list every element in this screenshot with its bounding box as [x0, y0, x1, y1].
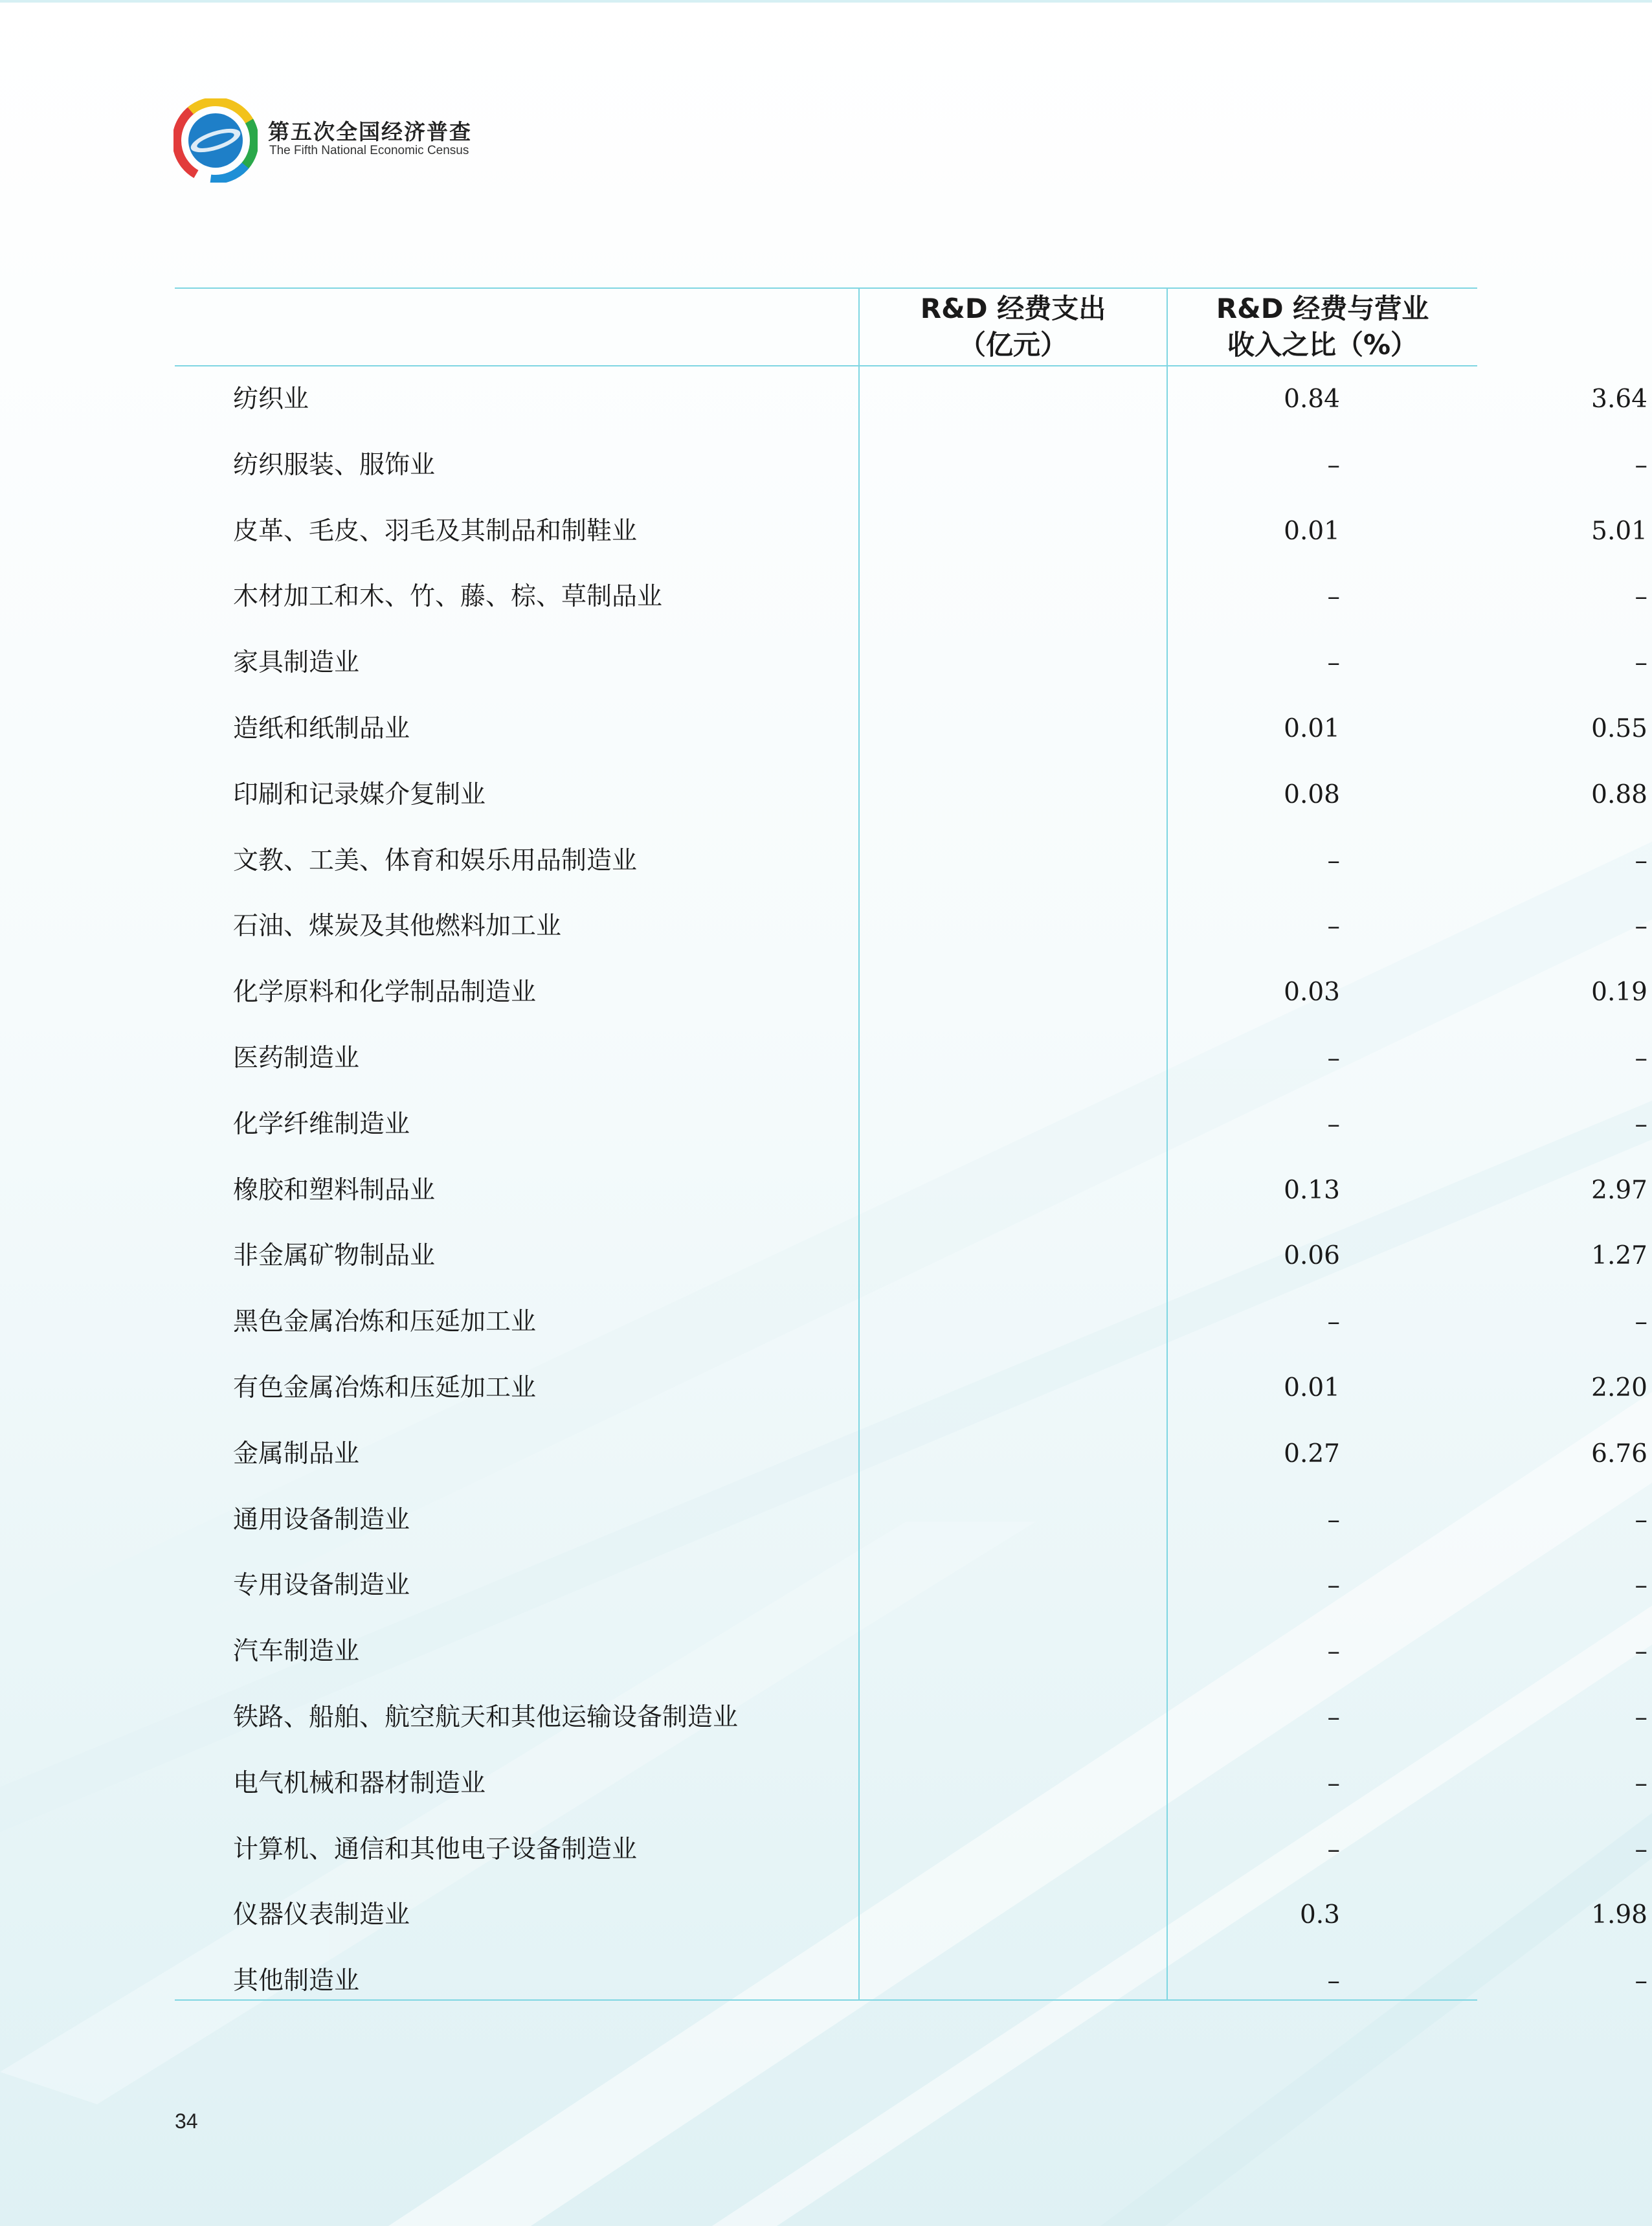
industry-name: 黑色金属冶炼和压延加工业 — [233, 1307, 537, 1337]
column-header-rd-line2: （亿元） — [958, 329, 1067, 361]
table-row — [175, 960, 1647, 1026]
rd-ratio-value: 3.64 — [1591, 385, 1647, 414]
rd-expenditure-value: – — [1327, 1571, 1340, 1601]
rd-expenditure-value: – — [1327, 1702, 1340, 1732]
industry-name: 家具制造业 — [233, 648, 360, 678]
rd-ratio-value: – — [1635, 912, 1647, 941]
table-row — [175, 828, 1647, 894]
table-row — [175, 433, 1647, 499]
rd-expenditure-value: 0.01 — [1284, 714, 1340, 743]
page-number: 34 — [175, 2109, 198, 2133]
rd-expenditure-value: – — [1327, 1768, 1340, 1798]
industry-name: 铁路、船舶、航空航天和其他运输设备制造业 — [233, 1702, 739, 1732]
column-header-ratio-line1: R&D 经费与营业 — [1216, 293, 1429, 324]
industry-name: 通用设备制造业 — [233, 1505, 410, 1535]
rd-expenditure-value: – — [1327, 582, 1340, 612]
industry-name: 其他制造业 — [233, 1966, 360, 1996]
rd-expenditure-value: – — [1327, 648, 1340, 678]
rd-ratio-value: – — [1635, 1505, 1647, 1535]
table-row — [175, 1092, 1647, 1158]
table-row — [175, 1685, 1647, 1751]
rd-ratio-value: 5.01 — [1591, 516, 1647, 546]
rd-ratio-value: 1.27 — [1591, 1241, 1647, 1271]
rd-ratio-value: 0.88 — [1591, 780, 1647, 809]
table-row — [175, 1158, 1647, 1224]
rd-ratio-value: – — [1635, 1702, 1647, 1732]
census-title-en: The Fifth National Economic Census — [269, 144, 469, 157]
industry-name: 汽车制造业 — [233, 1637, 360, 1667]
rd-ratio-value: 2.97 — [1591, 1175, 1647, 1205]
industry-name: 橡胶和塑料制品业 — [233, 1175, 436, 1205]
rd-expenditure-value: 0.01 — [1284, 516, 1340, 546]
rd-expenditure-value: 0.01 — [1284, 1373, 1340, 1402]
industry-name: 非金属矿物制品业 — [233, 1241, 436, 1271]
rd-ratio-value: 1.98 — [1591, 1900, 1647, 1930]
table-header — [175, 287, 1477, 366]
rd-expenditure-value: – — [1327, 1505, 1340, 1535]
table-row — [175, 499, 1647, 565]
industry-name: 仪器仪表制造业 — [233, 1900, 410, 1930]
rd-ratio-value: – — [1635, 1637, 1647, 1667]
rd-ratio-value: 0.55 — [1591, 714, 1647, 743]
rd-expenditure-value: 0.13 — [1284, 1175, 1340, 1205]
rd-ratio-value: – — [1635, 1571, 1647, 1601]
table-row — [175, 366, 1647, 433]
rd-ratio-value: – — [1635, 648, 1647, 678]
rd-ratio-value: – — [1635, 450, 1647, 480]
industry-name: 医药制造业 — [233, 1043, 360, 1073]
industry-name: 纺织服装、服饰业 — [233, 450, 436, 480]
rd-expenditure-value: 0.03 — [1284, 978, 1340, 1007]
industry-name: 专用设备制造业 — [233, 1571, 410, 1601]
column-header-rd-line1: R&D 经费支出 — [920, 293, 1106, 324]
column-header-rd-ratio — [1168, 287, 1477, 366]
table-row — [175, 1289, 1647, 1355]
table-row — [175, 1882, 1647, 1948]
top-rule — [0, 0, 1652, 3]
table-row — [175, 630, 1647, 696]
rd-expenditure-value: 0.06 — [1284, 1241, 1340, 1271]
table-row — [175, 1026, 1647, 1092]
rd-expenditure-value: – — [1327, 1637, 1340, 1667]
rd-ratio-value: – — [1635, 846, 1647, 875]
table-row — [175, 1223, 1647, 1289]
table-row — [175, 894, 1647, 960]
table-row — [175, 1421, 1647, 1487]
industry-name: 皮革、毛皮、羽毛及其制品和制鞋业 — [233, 516, 638, 546]
industry-name: 纺织业 — [233, 385, 309, 414]
rd-expenditure-value: – — [1327, 1109, 1340, 1139]
column-header-ratio-line2: 收入之比（%） — [1227, 329, 1418, 361]
table-row — [175, 1553, 1647, 1619]
table-row — [175, 1487, 1647, 1553]
rd-expenditure-value: – — [1327, 1043, 1340, 1073]
rd-expenditure-value: – — [1327, 846, 1340, 875]
table-row — [175, 1817, 1647, 1883]
industry-name: 石油、煤炭及其他燃料加工业 — [233, 912, 562, 941]
table-row — [175, 696, 1647, 762]
industry-name: 金属制品业 — [233, 1439, 360, 1468]
census-title-cn: 第五次全国经济普查 — [268, 119, 472, 144]
table-row — [175, 564, 1647, 630]
rd-expenditure-value: – — [1327, 912, 1340, 941]
rd-ratio-value: – — [1635, 1043, 1647, 1073]
table-row — [175, 1751, 1647, 1817]
rd-ratio-value: – — [1635, 1768, 1647, 1798]
table-row — [175, 762, 1647, 828]
rd-ratio-value: 6.76 — [1591, 1439, 1647, 1468]
rd-ratio-value: 2.20 — [1591, 1373, 1647, 1402]
rd-expenditure-value: – — [1327, 1307, 1340, 1337]
rd-ratio-value: – — [1635, 1109, 1647, 1139]
table-row — [175, 1948, 1647, 2014]
column-header-rd-expenditure — [860, 287, 1166, 366]
rd-expenditure-value: – — [1327, 450, 1340, 480]
industry-name: 化学原料和化学制品制造业 — [233, 978, 537, 1007]
rd-ratio-value: – — [1635, 1307, 1647, 1337]
table-row — [175, 1619, 1647, 1685]
industry-name: 化学纤维制造业 — [233, 1109, 410, 1139]
industry-name: 计算机、通信和其他电子设备制造业 — [233, 1834, 638, 1864]
rd-expenditure-value: – — [1327, 1966, 1340, 1996]
rd-ratio-value: – — [1635, 1966, 1647, 1996]
table-row — [175, 1355, 1647, 1421]
rd-ratio-value: – — [1635, 582, 1647, 612]
industry-name: 电气机械和器材制造业 — [233, 1768, 486, 1798]
industry-name: 有色金属冶炼和压延加工业 — [233, 1373, 537, 1402]
rd-ratio-value: – — [1635, 1834, 1647, 1864]
rd-ratio-value: 0.19 — [1591, 978, 1647, 1007]
rd-expenditure-value: 0.3 — [1299, 1900, 1340, 1930]
rd-expenditure-value: – — [1327, 1834, 1340, 1864]
industry-name: 印刷和记录媒介复制业 — [233, 780, 486, 809]
table-body — [175, 366, 1647, 2014]
rd-expenditure-value: 0.84 — [1284, 385, 1340, 414]
industry-name: 文教、工美、体育和娱乐用品制造业 — [233, 846, 638, 875]
rd-expenditure-value: 0.08 — [1284, 780, 1340, 809]
industry-name: 造纸和纸制品业 — [233, 714, 410, 743]
census-logo-icon — [173, 98, 258, 183]
industry-name: 木材加工和木、竹、藤、棕、草制品业 — [233, 582, 663, 612]
rd-expenditure-value: 0.27 — [1284, 1439, 1340, 1468]
